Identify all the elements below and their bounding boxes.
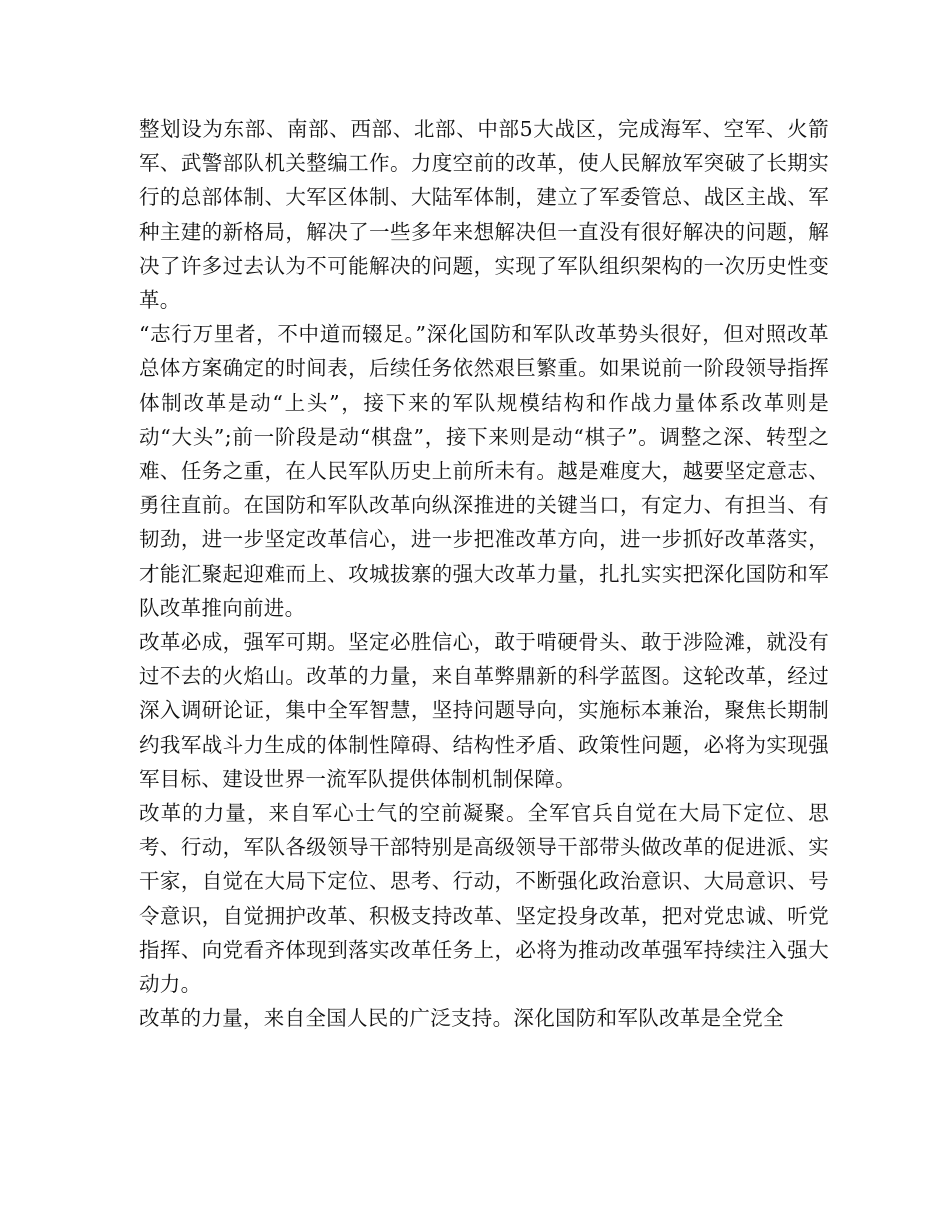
paragraph-1: 整划设为东部、南部、西部、北部、中部5大战区，完成海军、空军、火箭军、武警部队机关整编工作。力度空前的改革，使人民解放军突破了长期实行的总部体制、大军区体制、大陆军体制，建立了军委管总、战区主战、军种主建的新格局，解决了一些多年来想解决但一直没有很好解决的问题，解决了许多过去认为不可能解决的问题，实现了军队组织架构的一次历史性变革。 [139,117,829,313]
paragraph-4: 改革的力量，来自军心士气的空前凝聚。全军官兵自觉在大局下定位、思考、行动，军队各级领导干部特别是高级领导干部带头做改革的促进派、实干家，自觉在大局下定位、思考、行动，不断强化政治意识、大局意识、号令意识，自觉拥护改革、积极支持改革、坚定投身改革，把对党忠诚、听党指挥、向党看齐体现到落实改革任务上，必将为推动改革强军持续注入强大动力。 [139,801,829,997]
paragraph-5: 改革的力量，来自全国人民的广泛支持。深化国防和军队改革是全党全 [139,1006,784,1031]
document-body [139,112,829,1035]
paragraph-2: “志行万里者，不中道而辍足。”深化国防和军队改革势头很好，但对照改革总体方案确定的时间表，后续任务依然艰巨繁重。如果说前一阶段领导指挥体制改革是动“上头”，接下来的军队规模结构和作战力量体系改革则是动“大头”;前一阶段是动“棋盘”，接下来则是动“棋子”。调整之深、转型之难、任务之重，在人民军队历史上前所未有。越是难度大，越要坚定意志、勇往直前。在国防和军队改革向纵深推进的关键当口，有定力、有担当、有韧劲，进一步坚定改革信心，进一步把准改革方向，进一步抓好改革落实，才能汇聚起迎难而上、攻城拔寨的强大改革力量，扎扎实实把深化国防和军队改革推向前进。 [139,322,829,620]
paragraph-3: 改革必成，强军可期。坚定必胜信心，敢于啃硬骨头、敢于涉险滩，就没有过不去的火焰山。改革的力量，来自革弊鼎新的科学蓝图。这轮改革，经过深入调研论证，集中全军智慧，坚持问题导向，实施标本兼治，聚焦长期制约我军战斗力生成的体制性障碍、结构性矛盾、政策性问题，必将为实现强军目标、建设世界一流军队提供体制机制保障。 [139,630,829,791]
